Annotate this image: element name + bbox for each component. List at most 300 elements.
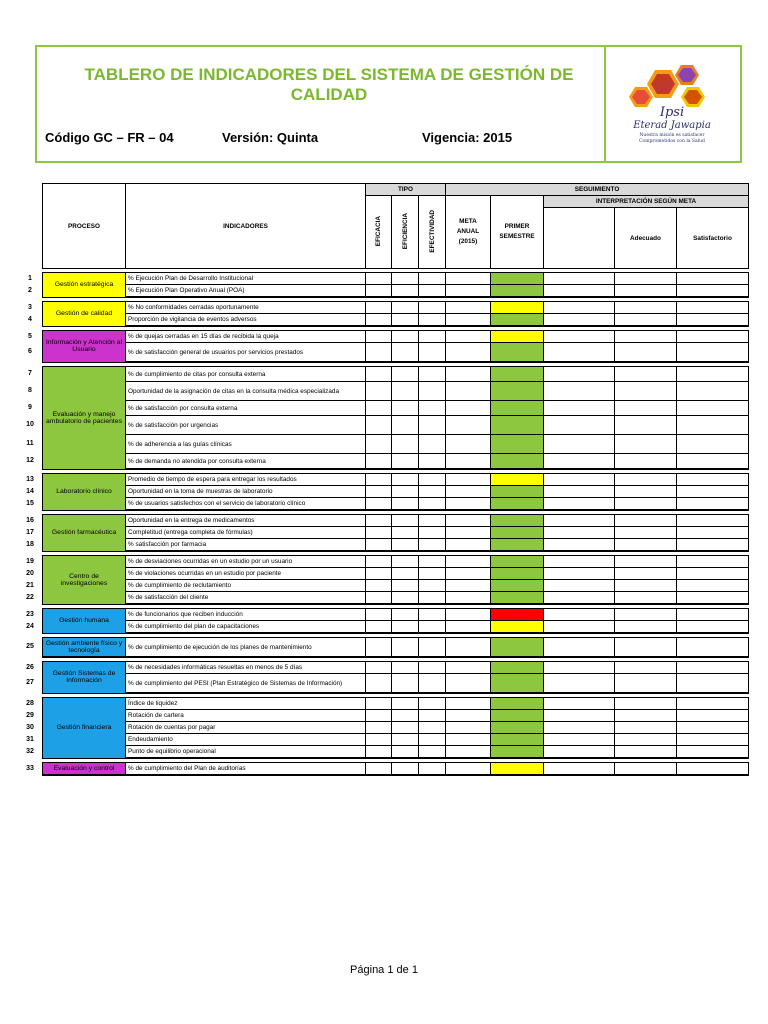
eficacia-cell	[366, 527, 392, 539]
document-validity: Vigencia: 2015	[422, 130, 513, 145]
adecuado-cell	[615, 698, 677, 710]
eficacia-cell	[366, 401, 392, 416]
process-cell: Gestión ambiente físico y tecnología	[43, 638, 126, 658]
eficacia-cell	[366, 580, 392, 592]
indicator-row	[43, 527, 749, 539]
meta-cell	[446, 734, 491, 746]
indicator-row	[43, 285, 749, 298]
satisfactorio-cell	[677, 515, 749, 527]
primer-semestre-cell	[491, 331, 544, 343]
eficiencia-label: EFICIENCIA	[401, 212, 409, 250]
efectividad-cell	[419, 416, 446, 435]
insuficiente-cell	[544, 638, 615, 658]
eficiencia-cell	[392, 734, 419, 746]
indicator-row	[43, 498, 749, 511]
eficacia-cell	[366, 662, 392, 674]
eficiencia-cell	[392, 273, 419, 285]
adecuado-cell	[615, 674, 677, 694]
eficacia-cell	[366, 285, 392, 298]
process-cell: Laboratorio clínico	[43, 474, 126, 511]
eficiencia-cell	[392, 746, 419, 759]
meta-cell	[446, 515, 491, 527]
meta-cell	[446, 722, 491, 734]
eficiencia-cell	[392, 454, 419, 470]
satisfactorio-cell	[677, 435, 749, 454]
primer-semestre-cell	[491, 416, 544, 435]
primer-semestre-cell	[491, 746, 544, 759]
adecuado-cell	[615, 662, 677, 674]
eficacia-cell	[366, 273, 392, 285]
indicator-cell: Completitud (entrega completa de fórmulas)	[126, 527, 366, 539]
satisfactorio-cell	[677, 734, 749, 746]
indicator-cell: % de satisfacción por consulta externa	[126, 401, 366, 416]
efectividad-cell	[419, 710, 446, 722]
primer-semestre-cell	[491, 527, 544, 539]
company-logo	[617, 57, 727, 152]
indicator-cell: % satisfacción por farmacia	[126, 539, 366, 552]
eficiencia-cell	[392, 285, 419, 298]
meta-cell	[446, 556, 491, 568]
primer-semestre-cell	[491, 556, 544, 568]
adecuado-cell	[615, 416, 677, 435]
indicator-row	[43, 382, 749, 401]
indicator-cell: Oportunidad en la entrega de medicamentos	[126, 515, 366, 527]
adecuado-cell	[615, 539, 677, 552]
page-footer: Página 1 de 1	[350, 964, 418, 976]
adecuado-cell	[615, 734, 677, 746]
process-cell: Información y Atención al Usuario	[43, 331, 126, 363]
indicator-cell: Oportunidad de la asignación de citas en la consulta médica especializada	[126, 382, 366, 401]
indicator-row	[43, 568, 749, 580]
adecuado-cell	[615, 763, 677, 776]
satisfactorio-cell	[677, 580, 749, 592]
eficacia-cell	[366, 710, 392, 722]
insuficiente-cell	[544, 568, 615, 580]
process-cell: Evaluación y control	[43, 763, 126, 776]
row-number: 1	[28, 274, 32, 282]
primer-semestre-cell	[491, 734, 544, 746]
row-number: 28	[26, 699, 34, 707]
indicator-cell: % de adherencia a las guías clínicas	[126, 435, 366, 454]
meta-cell	[446, 746, 491, 759]
title-line-2: CALIDAD	[290, 85, 368, 104]
meta-cell	[446, 609, 491, 621]
insuficiente-cell	[544, 592, 615, 605]
eficacia-cell	[366, 343, 392, 363]
adecuado-cell	[615, 556, 677, 568]
logo-text-tagline: Nuestra misión es satisfacer	[639, 133, 705, 138]
indicator-row	[43, 734, 749, 746]
satisfactorio-cell	[677, 746, 749, 759]
adecuado-cell	[615, 273, 677, 285]
eficacia-cell	[366, 454, 392, 470]
meta-cell	[446, 343, 491, 363]
satisfactorio-cell	[677, 367, 749, 382]
eficacia-label: EFICACIA	[375, 215, 382, 247]
insuficiente-cell	[544, 401, 615, 416]
row-number: 31	[26, 735, 34, 743]
indicator-row	[43, 710, 749, 722]
eficiencia-cell	[392, 527, 419, 539]
insuficiente-cell	[544, 273, 615, 285]
eficacia-cell	[366, 498, 392, 511]
primer-semestre-cell	[491, 674, 544, 694]
row-number: 13	[26, 475, 34, 483]
indicator-row	[43, 474, 749, 486]
indicator-row	[43, 698, 749, 710]
process-cell: Gestión de calidad	[43, 302, 126, 327]
indicator-row	[43, 486, 749, 498]
efectividad-cell	[419, 382, 446, 401]
row-number: 30	[26, 723, 34, 731]
document-header	[35, 45, 742, 163]
insuficiente-cell	[544, 722, 615, 734]
process-cell: Gestión estratégica	[43, 273, 126, 298]
insuficiente-cell	[544, 609, 615, 621]
row-number: 19	[26, 557, 34, 565]
header-meta-anual: META ANUAL (2015)	[446, 196, 491, 269]
eficiencia-cell	[392, 568, 419, 580]
adecuado-cell	[615, 435, 677, 454]
eficacia-cell	[366, 302, 392, 314]
primer-semestre-cell	[491, 592, 544, 605]
logo-text-ipsi: Ipsi	[659, 105, 685, 120]
meta-cell	[446, 367, 491, 382]
satisfactorio-cell	[677, 556, 749, 568]
eficiencia-cell	[392, 621, 419, 634]
insuficiente-cell	[544, 556, 615, 568]
eficiencia-cell	[392, 367, 419, 382]
efectividad-cell	[419, 592, 446, 605]
adecuado-cell	[615, 401, 677, 416]
hexagon-logo-icon	[617, 57, 727, 112]
insuficiente-cell	[544, 285, 615, 298]
satisfactorio-cell	[677, 568, 749, 580]
efectividad-cell	[419, 568, 446, 580]
efectividad-cell	[419, 285, 446, 298]
indicator-cell: % No conformidades cerradas oportunamente	[126, 302, 366, 314]
efectividad-cell	[419, 474, 446, 486]
row-number: 23	[26, 610, 34, 618]
primer-semestre-cell	[491, 474, 544, 486]
efectividad-cell	[419, 763, 446, 776]
eficacia-cell	[366, 722, 392, 734]
indicator-row	[43, 592, 749, 605]
satisfactorio-cell	[677, 763, 749, 776]
adecuado-cell	[615, 498, 677, 511]
meta-cell	[446, 474, 491, 486]
eficiencia-cell	[392, 662, 419, 674]
efectividad-cell	[419, 331, 446, 343]
insuficiente-cell	[544, 454, 615, 470]
indicator-row	[43, 609, 749, 621]
indicator-cell: % de necesidades informáticas resueltas en menos de 5 días	[126, 662, 366, 674]
indicator-row	[43, 343, 749, 363]
eficacia-cell	[366, 382, 392, 401]
satisfactorio-cell	[677, 486, 749, 498]
satisfactorio-cell	[677, 343, 749, 363]
meta-cell	[446, 580, 491, 592]
satisfactorio-cell	[677, 710, 749, 722]
indicator-cell: % de desviaciones ocurridas en un estudio por un usuario	[126, 556, 366, 568]
eficiencia-cell	[392, 416, 419, 435]
eficiencia-cell	[392, 343, 419, 363]
indicator-cell: % de funcionarios que reciben inducción	[126, 609, 366, 621]
row-number: 14	[26, 487, 34, 495]
eficiencia-cell	[392, 710, 419, 722]
indicator-cell: Punto de equilibrio operacional	[126, 746, 366, 759]
meta-cell	[446, 486, 491, 498]
satisfactorio-cell	[677, 662, 749, 674]
indicator-row	[43, 746, 749, 759]
eficacia-cell	[366, 515, 392, 527]
satisfactorio-cell	[677, 331, 749, 343]
primer-semestre-cell	[491, 498, 544, 511]
adecuado-cell	[615, 592, 677, 605]
primer-semestre-cell	[491, 285, 544, 298]
insuficiente-cell	[544, 314, 615, 327]
meta-cell	[446, 454, 491, 470]
indicator-cell: Proporción de vigilancia de eventos adversos	[126, 314, 366, 327]
indicator-cell: Rotación de cartera	[126, 710, 366, 722]
efectividad-cell	[419, 539, 446, 552]
indicator-row	[43, 435, 749, 454]
header-proceso: PROCESO	[43, 184, 126, 269]
process-cell: Centro de investigaciones	[43, 556, 126, 605]
row-number: 6	[28, 348, 32, 356]
meta-cell	[446, 621, 491, 634]
efectividad-cell	[419, 746, 446, 759]
efectividad-cell	[419, 662, 446, 674]
eficacia-cell	[366, 609, 392, 621]
satisfactorio-cell	[677, 638, 749, 658]
indicator-cell: % de satisfacción del cliente	[126, 592, 366, 605]
eficiencia-cell	[392, 331, 419, 343]
satisfactorio-cell	[677, 302, 749, 314]
process-cell: Gestión humana	[43, 609, 126, 634]
adecuado-cell	[615, 314, 677, 327]
primer-semestre-cell	[491, 486, 544, 498]
satisfactorio-cell	[677, 527, 749, 539]
eficiencia-cell	[392, 763, 419, 776]
satisfactorio-cell	[677, 621, 749, 634]
primer-semestre-cell	[491, 314, 544, 327]
insuficiente-cell	[544, 580, 615, 592]
row-number: 12	[26, 457, 34, 465]
header-row-1	[43, 184, 749, 196]
indicator-cell: % de quejas cerradas en 15 días de recibida la queja	[126, 331, 366, 343]
eficacia-cell	[366, 568, 392, 580]
eficiencia-cell	[392, 401, 419, 416]
header-adecuado: Adecuado	[615, 208, 677, 269]
meta-cell	[446, 285, 491, 298]
header-tipo: TIPO	[366, 184, 446, 196]
indicator-cell: % de cumplimiento del Plan de auditorías	[126, 763, 366, 776]
row-number: 5	[28, 332, 32, 340]
satisfactorio-cell	[677, 314, 749, 327]
satisfactorio-cell	[677, 674, 749, 694]
row-number: 27	[26, 679, 34, 687]
document-title	[59, 65, 599, 105]
indicator-cell: % de usuarios satisfechos con el servicio de laboratorio clínico	[126, 498, 366, 511]
eficacia-cell	[366, 621, 392, 634]
indicator-cell: % de cumplimiento de ejecución de los planes de mantenimiento	[126, 638, 366, 658]
meta-cell	[446, 662, 491, 674]
primer-semestre-cell	[491, 710, 544, 722]
indicator-row	[43, 367, 749, 382]
insuficiente-cell	[544, 539, 615, 552]
primer-semestre-cell	[491, 609, 544, 621]
indicator-cell: % de demanda no atendida por consulta externa	[126, 454, 366, 470]
indicator-row	[43, 331, 749, 343]
eficacia-cell	[366, 314, 392, 327]
adecuado-cell	[615, 746, 677, 759]
eficacia-cell	[366, 474, 392, 486]
insuficiente-cell	[544, 382, 615, 401]
indicator-row	[43, 416, 749, 435]
adecuado-cell	[615, 302, 677, 314]
meta-cell	[446, 568, 491, 580]
meta-cell	[446, 314, 491, 327]
efectividad-cell	[419, 498, 446, 511]
eficiencia-cell	[392, 592, 419, 605]
eficiencia-cell	[392, 302, 419, 314]
meta-cell	[446, 382, 491, 401]
indicator-row	[43, 638, 749, 658]
header-primer-semestre: PRIMER SEMESTRE	[491, 196, 544, 269]
logo-text-name: Eterad Jawapia	[633, 120, 711, 131]
eficiencia-cell	[392, 515, 419, 527]
eficacia-cell	[366, 638, 392, 658]
eficiencia-cell	[392, 486, 419, 498]
meta-cell	[446, 674, 491, 694]
insuficiente-cell	[544, 474, 615, 486]
satisfactorio-cell	[677, 454, 749, 470]
efectividad-cell	[419, 698, 446, 710]
indicator-row	[43, 273, 749, 285]
insuficiente-cell	[544, 343, 615, 363]
adecuado-cell	[615, 722, 677, 734]
meta-cell	[446, 698, 491, 710]
title-line-1: TABLERO DE INDICADORES DEL SISTEMA DE GESTIÓN DE	[84, 65, 574, 84]
insuficiente-cell	[544, 486, 615, 498]
row-number: 24	[26, 622, 34, 630]
insuficiente-cell	[544, 498, 615, 511]
meta-cell	[446, 592, 491, 605]
indicator-row	[43, 539, 749, 552]
efectividad-cell	[419, 638, 446, 658]
insuficiente-cell	[544, 763, 615, 776]
indicator-cell: % de cumplimiento de citas por consulta externa	[126, 367, 366, 382]
adecuado-cell	[615, 621, 677, 634]
satisfactorio-cell	[677, 382, 749, 401]
efectividad-cell	[419, 486, 446, 498]
row-number: 2	[28, 286, 32, 294]
header-interpretacion: INTERPRETACIÓN SEGÚN META	[544, 196, 749, 208]
eficacia-cell	[366, 763, 392, 776]
row-number: 32	[26, 747, 34, 755]
eficiencia-cell	[392, 474, 419, 486]
primer-semestre-cell	[491, 435, 544, 454]
primer-semestre-cell	[491, 539, 544, 552]
eficiencia-cell	[392, 539, 419, 552]
adecuado-cell	[615, 527, 677, 539]
satisfactorio-cell	[677, 722, 749, 734]
insuficiente-cell	[544, 710, 615, 722]
indicator-cell: % de violaciones ocurridas en un estudio por paciente	[126, 568, 366, 580]
row-number: 11	[26, 440, 34, 447]
indicator-row	[43, 674, 749, 694]
document-version: Versión: Quinta	[222, 130, 319, 145]
meta-cell	[446, 539, 491, 552]
adecuado-cell	[615, 331, 677, 343]
eficiencia-cell	[392, 674, 419, 694]
indicator-cell: % Ejecución Plan de Desarrollo Institucional	[126, 273, 366, 285]
meta-cell	[446, 435, 491, 454]
row-number: 29	[26, 711, 34, 719]
primer-semestre-cell	[491, 382, 544, 401]
row-number: 17	[26, 528, 34, 536]
efectividad-cell	[419, 343, 446, 363]
primer-semestre-cell	[491, 568, 544, 580]
meta-cell	[446, 710, 491, 722]
meta-cell	[446, 302, 491, 314]
satisfactorio-cell	[677, 539, 749, 552]
adecuado-cell	[615, 486, 677, 498]
primer-semestre-cell	[491, 662, 544, 674]
efectividad-cell	[419, 273, 446, 285]
indicator-cell: Promedio de tiempo de espera para entregar los resultados	[126, 474, 366, 486]
indicator-row	[43, 662, 749, 674]
primer-semestre-cell	[491, 580, 544, 592]
eficiencia-cell	[392, 556, 419, 568]
adecuado-cell	[615, 474, 677, 486]
header-eficacia	[366, 196, 392, 269]
row-number: 26	[26, 663, 34, 671]
insuficiente-cell	[544, 527, 615, 539]
efectividad-cell	[419, 722, 446, 734]
header-indicadores: INDICADORES	[126, 184, 366, 269]
adecuado-cell	[615, 454, 677, 470]
row-number: 8	[28, 387, 32, 394]
logo-text-slogan: Comprometidos con la Salud	[639, 139, 705, 144]
meta-cell	[446, 763, 491, 776]
primer-semestre-cell	[491, 273, 544, 285]
row-number: 22	[26, 593, 34, 601]
primer-semestre-cell	[491, 698, 544, 710]
row-number: 21	[26, 581, 34, 589]
header-insuficiente: Insuficiente	[544, 208, 615, 269]
satisfactorio-cell	[677, 609, 749, 621]
adecuado-cell	[615, 382, 677, 401]
efectividad-cell	[419, 454, 446, 470]
satisfactorio-cell	[677, 401, 749, 416]
eficiencia-cell	[392, 580, 419, 592]
header-eficiencia	[392, 196, 419, 269]
insuficiente-cell	[544, 698, 615, 710]
efectividad-cell	[419, 302, 446, 314]
adecuado-cell	[615, 343, 677, 363]
row-number: 10	[26, 421, 34, 428]
efectividad-cell	[419, 435, 446, 454]
indicator-cell: % de satisfacción por urgencias	[126, 416, 366, 435]
eficacia-cell	[366, 674, 392, 694]
indicator-cell: % de cumplimiento del plan de capacitaciones	[126, 621, 366, 634]
meta-cell	[446, 498, 491, 511]
indicator-cell: Oportunidad en la toma de muestras de laboratorio	[126, 486, 366, 498]
primer-semestre-cell	[491, 638, 544, 658]
satisfactorio-cell	[677, 474, 749, 486]
